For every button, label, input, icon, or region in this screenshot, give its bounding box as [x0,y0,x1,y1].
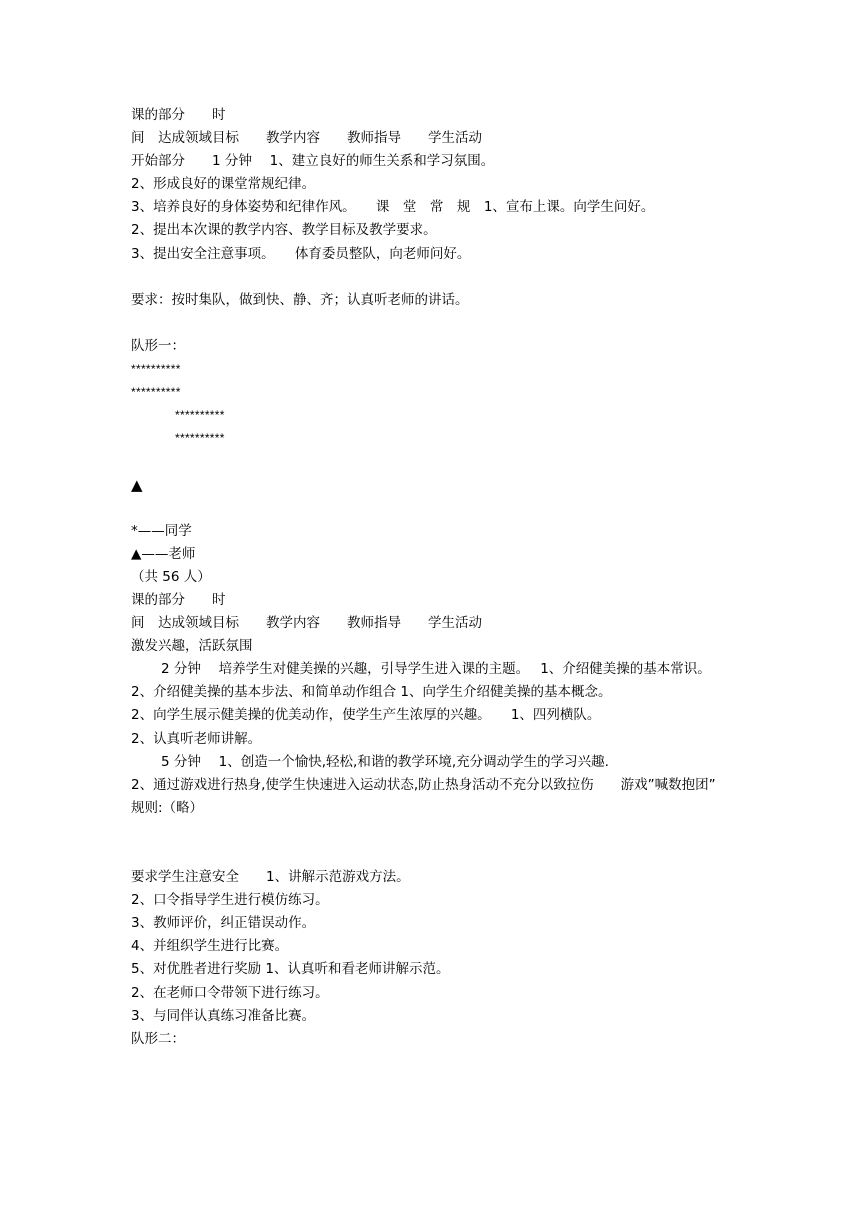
student-count: （共 56 人） [131,568,211,585]
table-header-line: 间 达成领域目标 教学内容 教师指导 学生活动 [131,615,482,632]
formation-row: ********** [175,431,225,446]
text-line: 2、向学生展示健美操的优美动作，使学生产生浓厚的兴趣。 1、四列横队。 [131,707,601,724]
text-line: 5 分钟 1、创造一个愉快,轻松,和谐的教学环境,充分调动学生的学习兴趣. [161,753,609,770]
table-header-line: 课的部分 时 [131,107,226,123]
text-line: 2、口令指导学生进行模仿练习。 [131,892,329,909]
text-line: 2、在老师口令带领下进行练习。 [131,984,329,1001]
text-line: 3、培养良好的身体姿势和纪律作风。 课 堂 常 规 1、宣布上课。向学生问好。 [131,199,655,216]
formation-row: ********** [175,408,225,423]
table-header-line: 间 达成领域目标 教学内容 教师指导 学生活动 [131,130,482,147]
spacer [131,266,741,289]
text-line: 开始部分 1 分钟 1、建立良好的师生关系和学习氛围。 [131,153,495,170]
text-line: 激发兴趣，活跃氛围 [131,638,253,655]
legend-student: *——同学 [131,522,192,539]
legend-teacher: ▲——老师 [131,545,196,562]
spacer [131,820,741,843]
text-line: 3、与同伴认真练习准备比赛。 [131,1007,316,1024]
spacer [131,312,741,335]
formation-two-title: 队形二： [131,1030,185,1047]
spacer [131,450,741,473]
rules-line: 规则:（略） [131,799,204,816]
spacer [131,843,741,866]
text-paragraph: 2、通过游戏进行热身,使学生快速进入运动状态,防止热身活动不充分以致拉伤 游戏”喊数抱团” [131,776,716,793]
teacher-position-icon: ▲ [131,475,143,494]
table-header-line: 课的部分 时 [131,591,226,608]
document-body [131,104,741,1051]
formation-one-title: 队形一： [131,337,185,354]
text-paragraph: 2 分钟 培养学生对健美操的兴趣，引导学生进入课的主题。 1、介绍健美操的基本常识。 [161,661,711,678]
text-line: 2、形成良好的课堂常规纪律。 [131,176,316,193]
formation-row: ********** [131,385,181,400]
text-line: 2、提出本次课的教学内容、教学目标及教学要求。 [131,222,437,239]
text-line: 要求学生注意安全 1、讲解示范游戏方法。 [131,869,410,886]
text-line: 3、提出安全注意事项。 体育委员整队，向老师问好。 [131,245,471,262]
formation-row: ********** [131,362,181,377]
text-line: 4、并组织学生进行比赛。 [131,938,289,955]
text-line: 3、教师评价，纠正错误动作。 [131,915,316,932]
requirement-line: 要求：按时集队，做到快、静、齐；认真听老师的讲话。 [131,291,469,308]
text-line: 5、对优胜者进行奖励 1、认真听和看老师讲解示范。 [131,961,450,978]
text-line: 2、介绍健美操的基本步法、和简单动作组合 1、向学生介绍健美操的基本概念。 [131,684,612,701]
spacer [131,497,741,520]
text-line: 2、认真听老师讲解。 [131,730,262,747]
